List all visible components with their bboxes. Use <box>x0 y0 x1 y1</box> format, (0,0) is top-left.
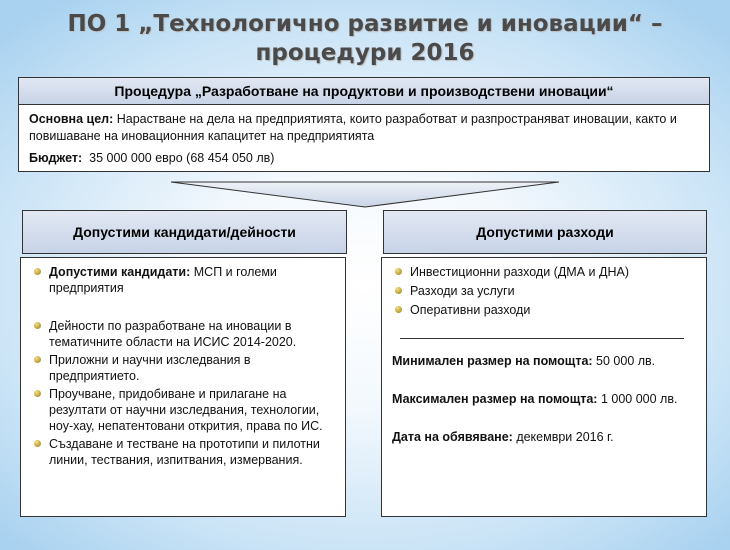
bullet-icon <box>395 287 402 294</box>
min-aid-label: Минимален размер на помощта: <box>392 354 593 368</box>
bullet-icon <box>34 268 41 275</box>
list-item-text: Приложни и научни изследвания в предприятието. <box>49 353 251 383</box>
candidates-activities-header: Допустими кандидати/дейности <box>22 210 347 254</box>
eligible-costs-panel <box>381 257 707 517</box>
bullet-icon <box>34 440 41 447</box>
list-item <box>392 283 696 299</box>
min-aid-value: 50 000 лв. <box>596 354 656 368</box>
list-item-text: Оперативни разходи <box>410 303 531 317</box>
candidates-text: МСП и големи предприятия <box>49 265 277 295</box>
bullet-icon <box>34 322 41 329</box>
slide-title <box>0 10 730 68</box>
candidates-label: Допустими кандидати: <box>49 265 191 279</box>
down-arrow-shape <box>170 181 560 209</box>
procedure-title: Процедура „Разработване на продуктови и производствени иновации“ <box>18 77 710 105</box>
list-item-text: Разходи за услуги <box>410 284 515 298</box>
procedure-goal <box>29 111 699 145</box>
bullet-icon <box>34 356 41 363</box>
goal-text: Нарастване на дела на предприятията, които разработват и разпространяват иновации, както и повишаване на иновационния капацитет на предприятията <box>29 112 677 143</box>
list-item <box>392 302 696 318</box>
bullet-icon <box>34 390 41 397</box>
list-item <box>31 436 335 468</box>
eligible-costs-header: Допустими разходи <box>383 210 707 254</box>
max-aid <box>392 391 696 407</box>
budget-value: 35 000 000 евро (68 454 050 лв) <box>89 151 275 165</box>
slide-title-line-1: ПО 1 „Технологично развитие и иновации“ – <box>67 11 663 37</box>
list-item <box>392 264 696 280</box>
max-aid-label: Максимален размер на помощта: <box>392 392 598 406</box>
list-item <box>31 386 335 434</box>
list-item-text: Инвестиционни разходи (ДМА и ДНА) <box>410 265 629 279</box>
bullet-icon <box>395 268 402 275</box>
budget-label: Бюджет: <box>29 151 83 165</box>
bullet-icon <box>395 306 402 313</box>
goal-label: Основна цел: <box>29 112 114 126</box>
max-aid-value: 1 000 000 лв. <box>600 392 678 406</box>
procedure-details <box>18 104 710 172</box>
announcement-date <box>392 429 696 445</box>
list-item <box>31 352 335 384</box>
activities-list <box>31 264 335 468</box>
list-item-text: Създаване и тестване на прототипи и пилотни линии, тествания, изпитвания, измервания. <box>49 437 320 467</box>
divider <box>400 338 684 339</box>
date-label: Дата на обявяване: <box>392 430 513 444</box>
costs-list <box>392 264 696 318</box>
date-value: декември 2016 г. <box>516 430 614 444</box>
list-item <box>31 264 335 296</box>
slide-title-line-2: процедури 2016 <box>255 40 475 66</box>
procedure-budget <box>29 150 699 167</box>
candidates-activities-panel <box>20 257 346 517</box>
min-aid <box>392 353 696 369</box>
list-item-text: Дейности по разработване на иновации в тематичните области на ИСИС 2014-2020. <box>49 319 297 349</box>
list-item-text: Проучване, придобиване и прилагане на резултати от научни изследвания, технологии, ноу-хау, непатентовани открития, права по ИС. <box>49 387 323 433</box>
list-item <box>31 318 335 350</box>
